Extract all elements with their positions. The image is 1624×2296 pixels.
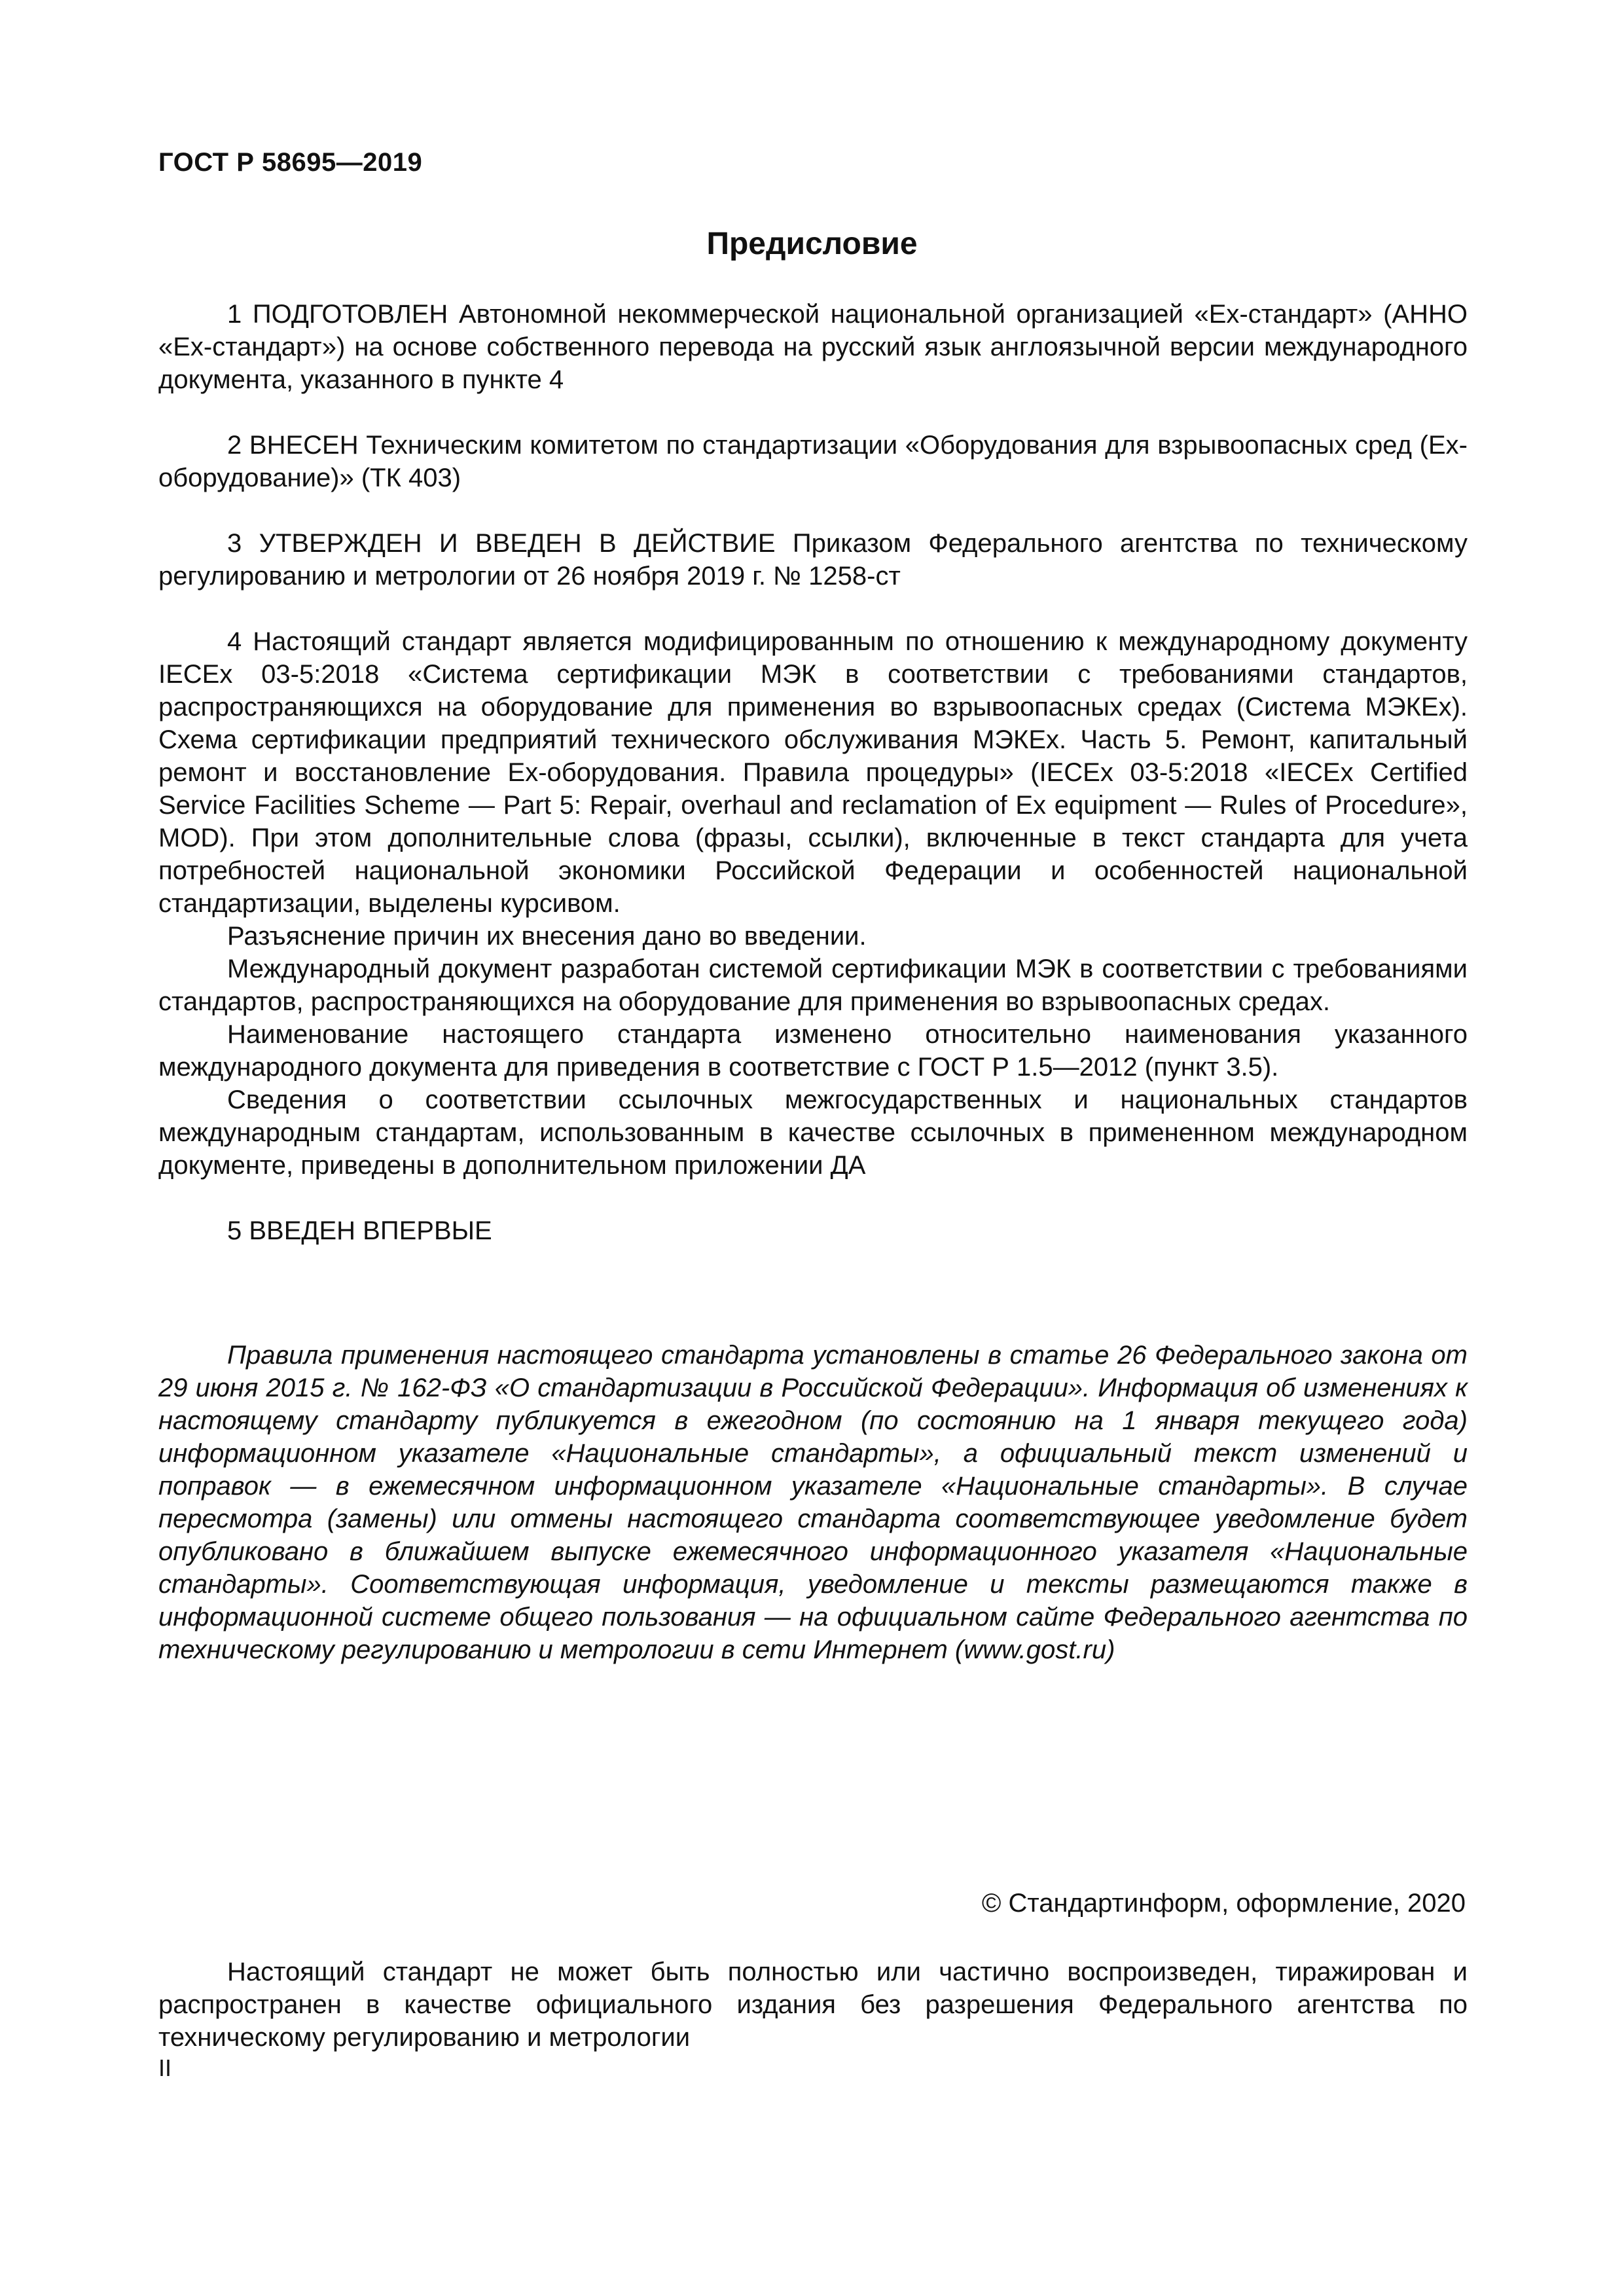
foreword-item-2 — [158, 429, 1468, 494]
foreword-item-5 — [158, 1214, 1468, 1247]
foreword-sub-paragraph: Наименование настоящего стандарта изменено относительно наименования указанного международного документа для приведения в соответствие с ГОСТ Р 1.5—2012 (пункт 3.5). — [158, 1020, 1468, 1082]
foreword-sub-paragraph: Сведения о соответствии ссылочных межгосударственных и национальных стандартов международным стандартам, использованным в качестве ссылочных в примененном международном документе, приведены в дополнительном приложении ДА — [158, 1085, 1468, 1180]
foreword-item-text: 2 ВНЕСЕН Техническим комитетом по стандартизации «Оборудования для взрывоопасных сред (Ех-оборудование)» (ТК 403) — [158, 431, 1468, 492]
foreword-item-text: 3 УТВЕРЖДЕН И ВВЕДЕН В ДЕЙСТВИЕ Приказом Федерального агентства по техническому регулированию и метрологии от 26 ноября 2019 г. № 1258-ст — [158, 529, 1468, 591]
foreword-item-4 — [158, 625, 1468, 1182]
page-title: Предисловие — [706, 227, 918, 261]
foreword-item-1 — [158, 298, 1468, 396]
foreword-item-3 — [158, 527, 1468, 592]
copyright-line: © Стандартинформ, оформление, 2020 — [981, 1889, 1466, 1918]
foreword-body — [158, 298, 1468, 1280]
reproduction-notice: Настоящий стандарт не может быть полностью или частично воспроизведен, тиражирован и распространен в качестве официального издания без разрешения Федерального агентства по техническому регулированию и метрологии — [158, 1958, 1468, 2052]
foreword-item-text: 4 Настоящий стандарт является модифицированным по отношению к международному документу IECEx 03-5:2018 «Система сертификации МЭК в соответствии с требованиями стандартов, распространяющихся на оборудование для применения во взрывоопасных средах (Система МЭКЕх). Схема сертификации предприятий технического обслуживания МЭКЕх. Часть 5. Ремонт, капитальный ремонт и восстановление Ex-оборудования. Правила процедуры» (IECEx 03-5:2018 «IECEx Certified Service Facilities Scheme — Part 5: Repair, overhaul and reclamation of Ex equipment — Rules of Procedure», MOD). При этом дополнительные слова (фразы, ссылки), включенные в текст стандарта для учета потребностей национальной экономики Российской Федерации и особенностей национальной стандартизации, выделены курсивом. — [158, 627, 1468, 918]
page-number: II — [158, 2054, 172, 2081]
foreword-item-text: 5 ВВЕДЕН ВПЕРВЫЕ — [227, 1216, 492, 1245]
document-code: ГОСТ Р 58695—2019 — [158, 148, 423, 177]
rules-notice: Правила применения настоящего стандарта установлены в статье 26 Федерального закона от 29 июня 2015 г. № 162-ФЗ «О стандартизации в Российской Федерации». Информация об изменениях к настоящему стандарту публикуется в ежегодном (по состоянию на 1 января текущего года) информационном указателе «Национальные стандарты», а официальный текст изменений и поправок — в ежемесячном информационном указателе «Национальные стандарты». В случае пересмотра (замены) или отмены настоящего стандарта соответствующее уведомление будет опубликовано в ближайшем выпуске ежемесячного информационного указателя «Национальные стандарты». Соответствующая информация, уведомление и тексты размещаются также в информационной системе общего пользования — на официальном сайте Федерального агентства по техническому регулированию и метрологии в сети Интернет (www.gost.ru) — [158, 1341, 1468, 1664]
foreword-sub-paragraph: Разъяснение причин их внесения дано во введении. — [227, 922, 867, 951]
foreword-sub-paragraph: Международный документ разработан системой сертификации МЭК в соответствии с требованиями стандартов, распространяющихся на оборудование для применения во взрывоопасных средах. — [158, 955, 1468, 1016]
foreword-item-text: 1 ПОДГОТОВЛЕН Автономной некоммерческой национальной организацией «Ех-стандарт» (АННО «Ех-стандарт») на основе собственного перевода на русский язык англоязычной версии международного документа, указанного в пункте 4 — [158, 300, 1468, 394]
